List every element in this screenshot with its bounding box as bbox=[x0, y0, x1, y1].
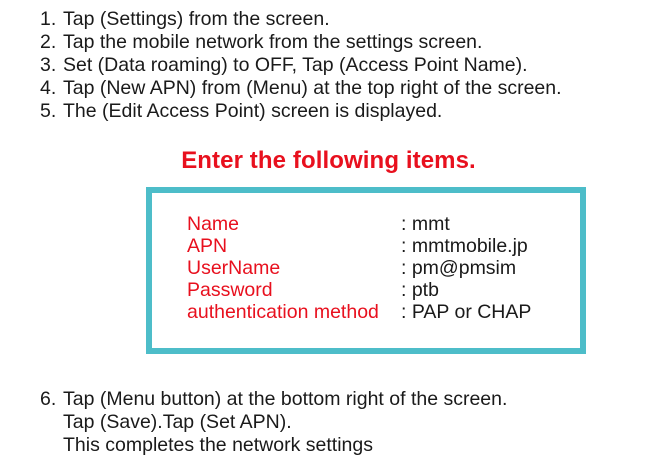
field-value: : mmtmobile.jp bbox=[401, 235, 528, 257]
step-item bbox=[40, 77, 562, 100]
step-number: 3. bbox=[40, 54, 57, 76]
final-step-line bbox=[40, 411, 507, 434]
field-label: authentication method bbox=[187, 301, 379, 323]
final-step-line bbox=[40, 388, 507, 411]
field-value: : ptb bbox=[401, 279, 439, 301]
apn-settings-box bbox=[146, 187, 586, 354]
final-step-line bbox=[40, 434, 507, 457]
step-number: 6. bbox=[40, 388, 57, 410]
step-item bbox=[40, 54, 562, 77]
field-row-username bbox=[187, 257, 516, 279]
field-row-auth-method bbox=[187, 301, 531, 323]
step-text: Tap (Settings) from the screen. bbox=[63, 8, 330, 30]
section-heading: Enter the following items. bbox=[181, 147, 476, 174]
step-number: 1. bbox=[40, 8, 57, 30]
field-value: : pm@pmsim bbox=[401, 257, 517, 279]
field-row-apn bbox=[187, 235, 528, 257]
step-text: Tap (New APN) from (Menu) at the top right of the screen. bbox=[63, 77, 562, 99]
field-label: UserName bbox=[187, 257, 281, 279]
step-number: 2. bbox=[40, 31, 57, 53]
field-label: APN bbox=[187, 235, 228, 257]
field-label: Name bbox=[187, 213, 240, 235]
step-number: 4. bbox=[40, 77, 57, 99]
step-item bbox=[40, 8, 562, 31]
field-value: : mmt bbox=[401, 213, 450, 235]
step-text: Set (Data roaming) to OFF, Tap (Access Point Name). bbox=[63, 54, 528, 76]
field-label: Password bbox=[187, 279, 273, 301]
final-step-text: This completes the network settings bbox=[63, 434, 373, 456]
field-row-password bbox=[187, 279, 439, 301]
field-value: : PAP or CHAP bbox=[401, 301, 532, 323]
final-step-text: Tap (Save).Tap (Set APN). bbox=[63, 411, 292, 433]
step-item bbox=[40, 100, 562, 123]
final-step bbox=[40, 388, 507, 457]
instruction-steps bbox=[40, 8, 562, 123]
final-step-text: Tap (Menu button) at the bottom right of the screen. bbox=[63, 388, 508, 410]
step-number: 5. bbox=[40, 100, 57, 122]
step-item bbox=[40, 31, 562, 54]
step-text: The (Edit Access Point) screen is displayed. bbox=[63, 100, 443, 122]
step-text: Tap the mobile network from the settings screen. bbox=[63, 31, 483, 53]
field-row-name bbox=[187, 213, 450, 235]
